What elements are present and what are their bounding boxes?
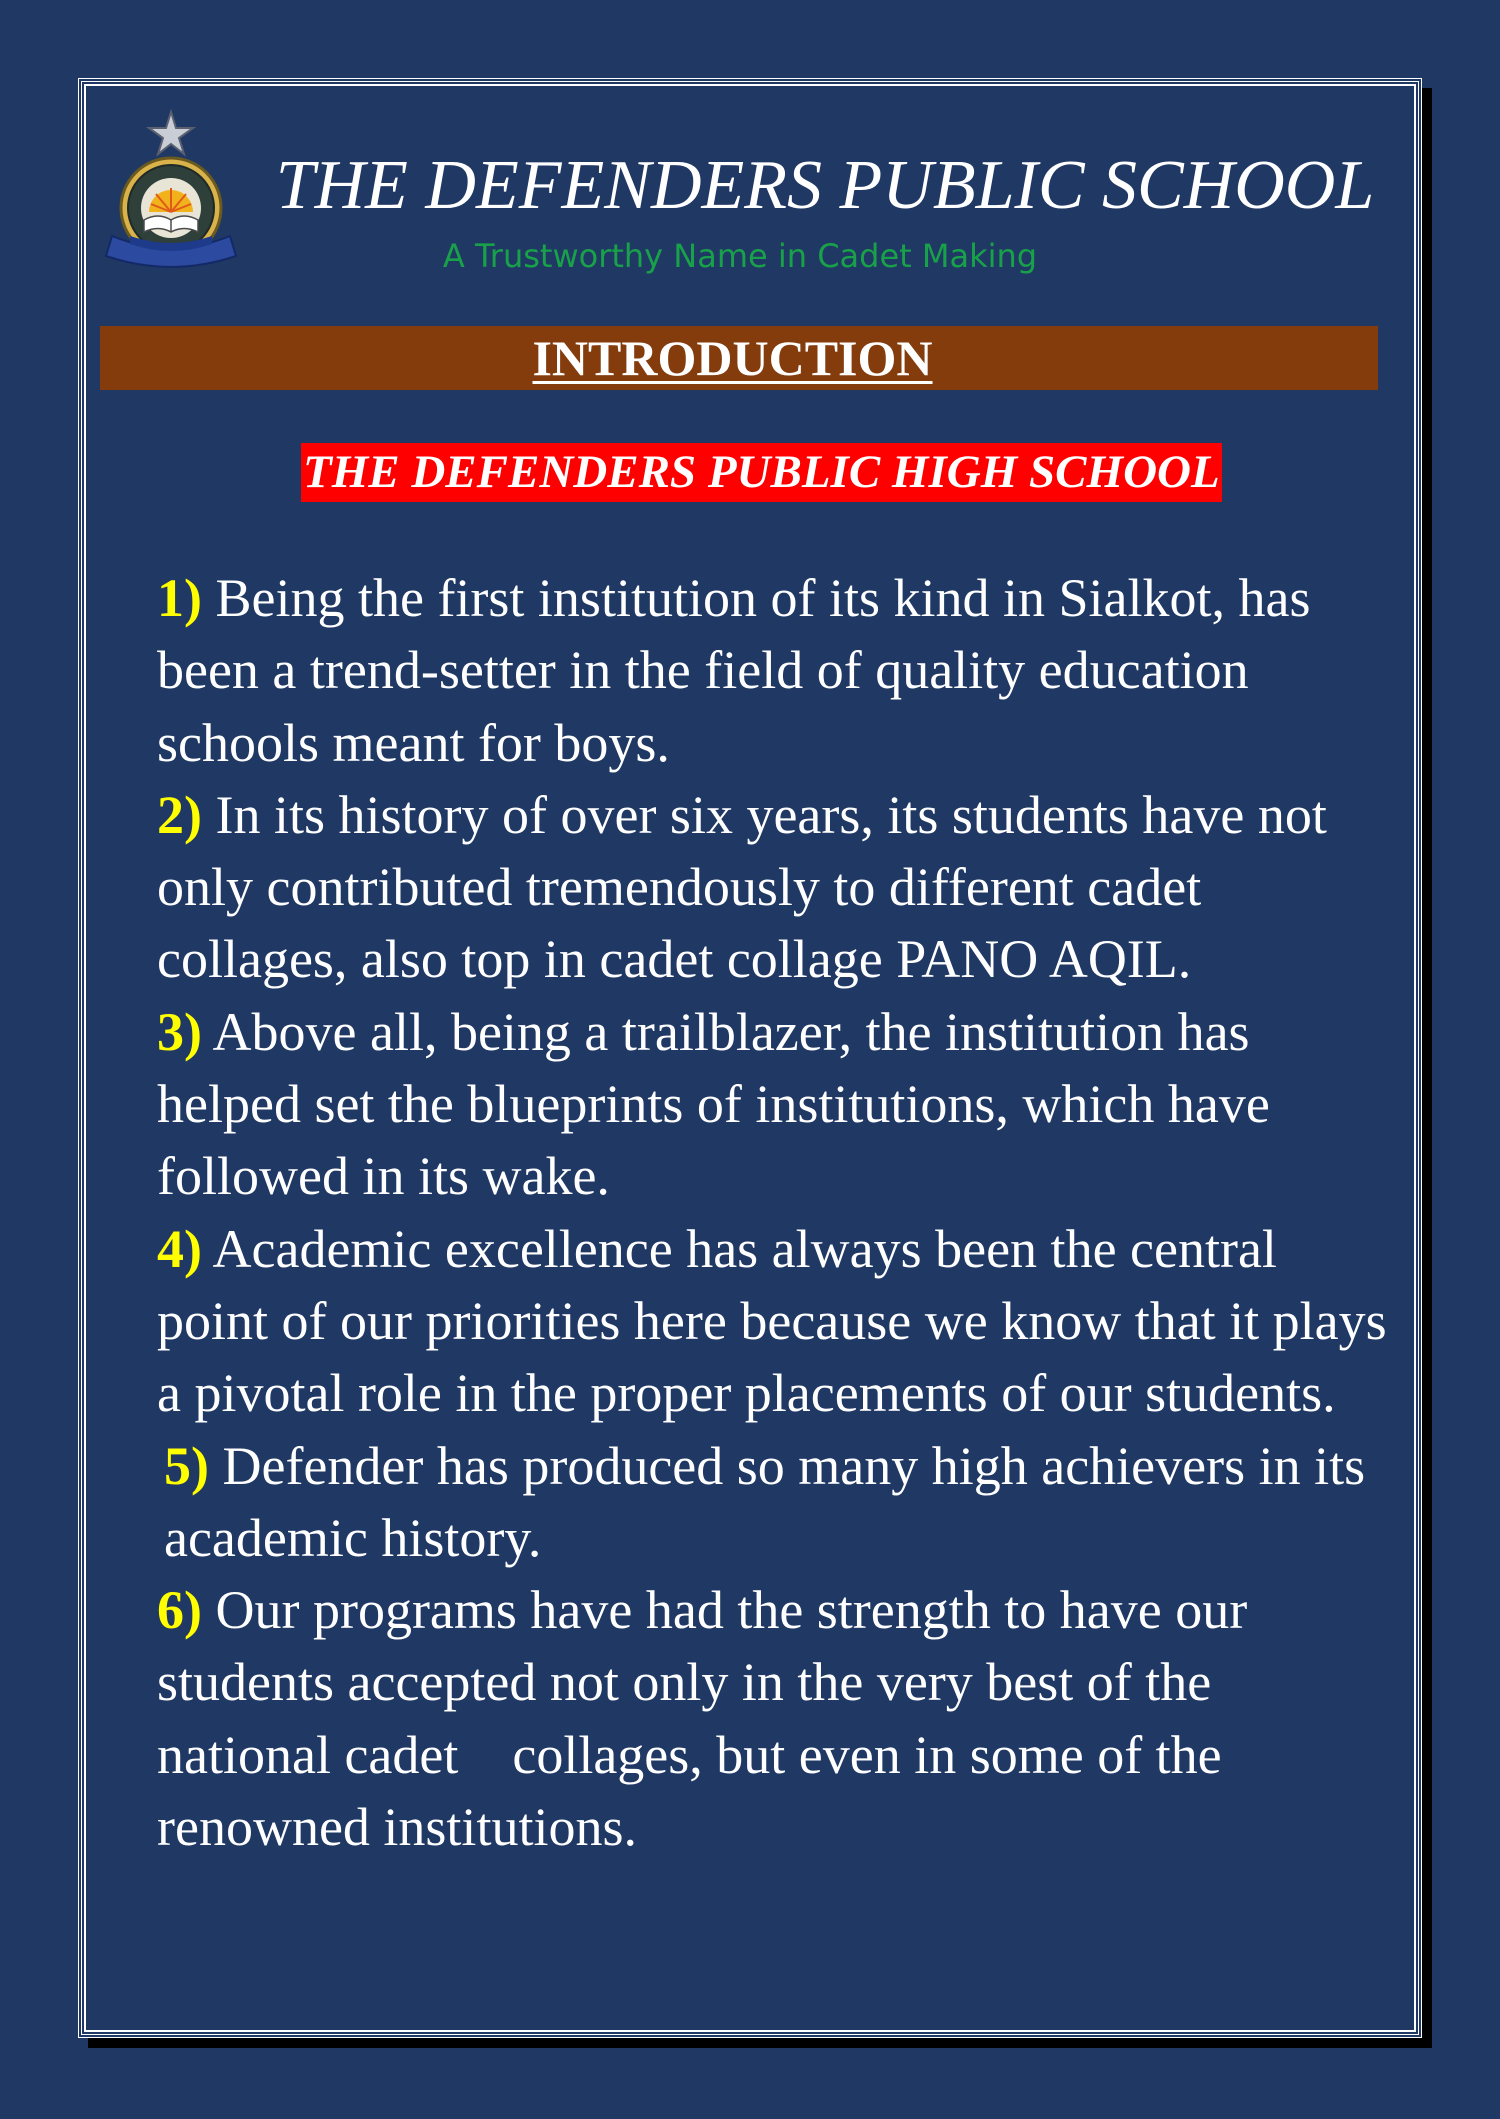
school-tagline: A Trustworthy Name in Cadet Making [442, 237, 1038, 275]
point-number: 1) [157, 568, 202, 628]
point-text: Above all, being a trailblazer, the institution has helped set the blueprints of institutions, which have followed in its wake. [157, 1001, 1284, 1207]
point-text: In its history of over six years, its students have not only contributed tremendously to different cadet collages, also top in cadet collage PANO AQIL. [157, 784, 1341, 990]
introduction-points-list [157, 562, 1406, 1863]
list-item [157, 996, 1387, 1213]
point-number: 5) [164, 1435, 209, 1496]
point-number: 6) [157, 1580, 202, 1641]
school-name-heading: THE DEFENDERS PUBLIC SCHOOL [275, 147, 1375, 224]
point-number: 3) [157, 1001, 202, 1062]
introduction-banner [100, 326, 1378, 390]
list-item [157, 562, 1387, 779]
point-text: Our programs have had the strength to have our students accepted not only in the very best of the national cadet collages, but even in some of the renowned institutions. [157, 1580, 1261, 1858]
school-crest-icon [100, 108, 242, 268]
list-item [157, 1574, 1387, 1863]
list-item [157, 779, 1387, 996]
point-text: Being the first institution of its kind in Sialkot, has been a trend-setter in the field of quality education schools meant for boys. [157, 568, 1324, 773]
point-text: Defender has produced so many high achievers in its academic history. [164, 1435, 1406, 1568]
point-number: 4) [157, 1218, 202, 1279]
introduction-heading: INTRODUCTION [532, 330, 933, 386]
list-item [157, 1213, 1401, 1430]
point-number: 2) [157, 784, 202, 845]
point-text: Academic excellence has always been the central point of our priorities here because we know that it plays a pivotal role in the proper placements of our students. [157, 1218, 1401, 1424]
list-item [157, 1430, 1406, 1575]
high-school-subtitle: THE DEFENDERS PUBLIC HIGH SCHOOL [301, 443, 1222, 502]
